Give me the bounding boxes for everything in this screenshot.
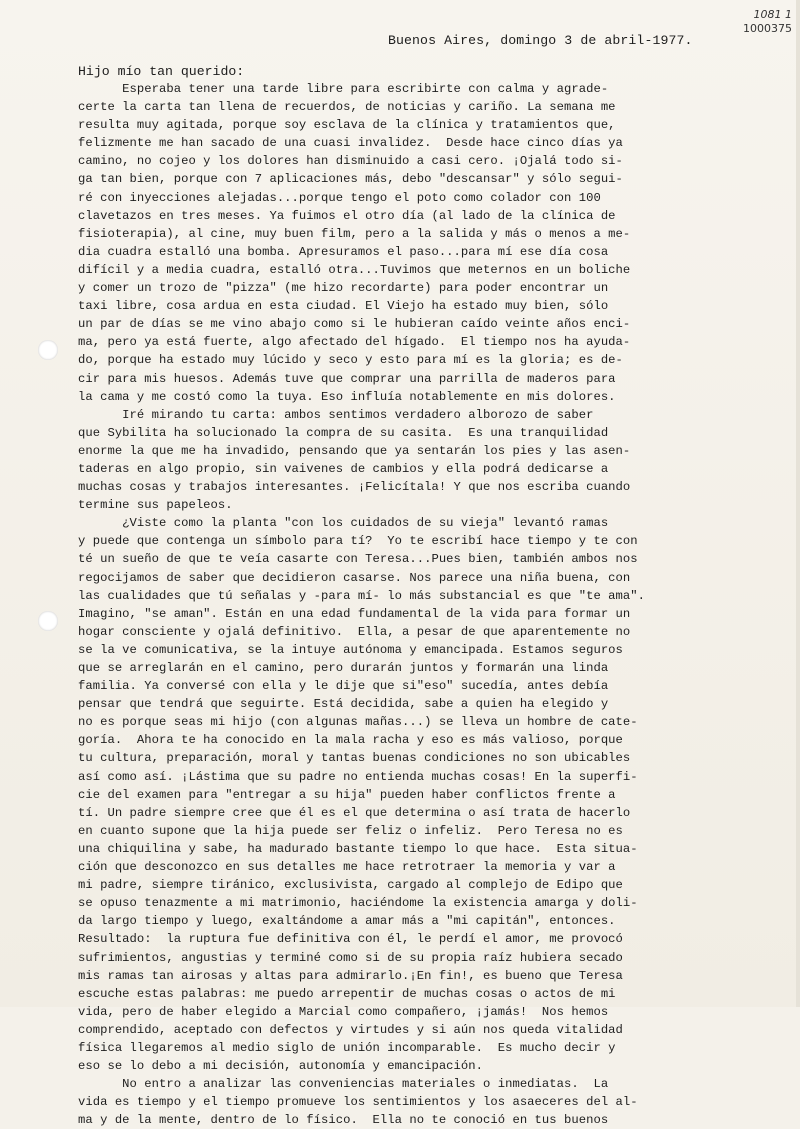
letter-line: taxi libre, cosa ardua en esta ciudad. El Viejo ha estado muy bien, sólo — [78, 299, 609, 314]
letter-line: dia cuadra estalló una bomba. Apresuramos el paso...para mí ese día cosa — [78, 244, 609, 259]
letter-line: termine sus papeleos. — [78, 498, 233, 513]
archive-code: 1000375 — [743, 22, 792, 35]
letter-line: las cualidades que tú señalas y -para mí- lo más substancial es que "te ama". — [78, 588, 646, 603]
letter-line: ga tan bien, porque con 7 aplicaciones más, debo "descansar" y sólo segui- — [78, 172, 623, 187]
letter-line: familia. Ya conversé con ella y le dije que si"eso" sucedía, antes debía — [78, 679, 609, 694]
letter-line: comprendido, aceptado con defectos y virtudes y si aún nos queda vitalidad — [78, 1022, 623, 1037]
letter-line: en cuanto supone que la hija puede ser feliz o infeliz. Pero Teresa no es — [78, 823, 623, 838]
letter-line: Resultado: la ruptura fue definitiva con él, le perdí el amor, me provocó — [78, 932, 623, 947]
letter-line: camino, no cojeo y los dolores han disminuido a casi cero. ¡Ojalá todo si- — [78, 154, 623, 169]
letter-line: mis ramas tan airosas y altas para admirarlo.¡En fin!, es bueno que Teresa — [78, 968, 623, 983]
letter-line: la cama y me costó como la tuya. Eso influía notablemente en mis dolores. — [78, 389, 616, 404]
letter-line: física llegaremos al medio siglo de unión incomparable. Es mucho decir y — [78, 1040, 616, 1055]
letter-line: Iré mirando tu carta: ambos sentimos verdadero alborozo de saber — [78, 407, 594, 422]
letter-line: enorme la que me ha invadido, pensando que ya sentarán los pies y las asen- — [78, 443, 631, 458]
letter-line: da largo tiempo y luego, exaltándome a amar más a "mi capitán", entonces. — [78, 914, 616, 929]
letter-salutation: Hijo mío tan querido: — [78, 64, 245, 79]
letter-line: pensar que tendrá que seguirte. Está decidida, sabe a quien ha elegido y — [78, 697, 609, 712]
letter-line: té un sueño de que te veía casarte con Teresa...Pues bien, también ambos nos — [78, 552, 638, 567]
letter-line: cie del examen para "entregar a su hija" pueden haber conflictos frente a — [78, 787, 616, 802]
letter-line: cir para mis huesos. Además tuve que comprar una parrilla de maderos para — [78, 371, 616, 386]
letter-line: ma y de la mente, dentro de lo físico. Ella no te conoció en tus buenos — [78, 1113, 609, 1128]
letter-line: certe la carta tan llena de recuerdos, de noticias y cariño. La semana me — [78, 100, 616, 115]
letter-line: felizmente me han sacado de una cuasi invalidez. Desde hace cinco días ya — [78, 136, 623, 151]
letter-line: difícil y a media cuadra, estalló otra...Tuvimos que meternos en un boliche — [78, 262, 631, 277]
letter-line: resulta muy agitada, porque soy esclava de la clínica y tratamientos que, — [78, 118, 616, 133]
letter-line: escuche estas palabras: me puedo arrepentir de muchas cosas o actos de mi — [78, 986, 616, 1001]
punch-hole-bottom — [38, 611, 58, 631]
letter-line: ¿Viste como la planta "con los cuidados de su vieja" levantó ramas — [78, 516, 609, 531]
letter-line: Esperaba tener una tarde libre para escribirte con calma y agrade- — [78, 82, 609, 96]
letter-line: ma, pero ya está fuerte, algo afectado del hígado. El tiempo nos ha ayuda- — [78, 335, 631, 350]
letter-line: hogar consciente y ojalá definitivo. Ella, a pesar de que aparentemente no — [78, 624, 631, 639]
letter-line: que Sybilita ha solucionado la compra de su casita. Es una tranquilidad — [78, 425, 609, 440]
letter-line: así como así. ¡Lástima que su padre no entienda muchas cosas! En la superfi- — [78, 769, 638, 784]
letter-line: tu cultura, preparación, moral y tantas buenas condiciones no son ubicables — [78, 751, 631, 766]
letter-line: fisioterapia), al cine, muy buen film, pero a la salida y más o menos a me- — [78, 226, 631, 241]
letter-line: No entro a analizar las conveniencias materiales o inmediatas. La — [78, 1077, 609, 1092]
letter-line: Imagino, "se aman". Están en una edad fundamental de la vida para formar un — [78, 606, 631, 621]
letter-line: y puede que contenga un símbolo para tí? Yo te escribí hace tiempo y te con — [78, 534, 638, 549]
archive-folio: 1081 1 — [753, 8, 792, 21]
letter-line: taderas en algo propio, sin vaivenes de cambios y ella podrá dedicarse a — [78, 461, 609, 476]
letter-line: do, porque ha estado muy lúcido y seco y esto para mí es la gloria; es de- — [78, 353, 623, 368]
letter-line: que se arreglarán en el camino, pero durarán juntos y formarán una linda — [78, 661, 609, 675]
letter-line: vida, pero de haber elegido a Marcial como compañero, ¡jamás! Nos hemos — [78, 1004, 609, 1019]
letter-line: eso se lo debo a mi decisión, autonomía y emancipación. — [78, 1059, 484, 1074]
letter-body — [78, 80, 773, 1129]
letter-line: ré con inyecciones alejadas...porque tengo el poto como colador con 100 — [78, 190, 601, 205]
paper-edge — [796, 0, 800, 1007]
letter-line: se la ve comunicativa, se la intuye autónoma y emancipada. Estamos seguros — [78, 642, 623, 657]
letter-line: no es porque seas mi hijo (con algunas mañas...) se lleva un hombre de cate- — [78, 715, 638, 730]
letter-dateline: Buenos Aires, domingo 3 de abril-1977. — [388, 33, 693, 48]
letter-line: un par de días se me vino abajo como si le hubieran caído veinte años enci- — [78, 317, 631, 332]
letter-line: se opuso tenazmente a mi matrimonio, haciéndome la existencia amarga y doli- — [78, 896, 638, 911]
letter-line: una chiquilina y sabe, ha madurado bastante tiempo lo que hace. Esta situa- — [78, 841, 638, 856]
letter-line: sufrimientos, angustias y terminé como si de su propia raíz hubiera secado — [78, 950, 623, 965]
letter-line: ción que desconozco en sus detalles me hace retrotraer la memoria y var a — [78, 860, 616, 875]
letter-line: vida es tiempo y el tiempo promueve los sentimientos y los asaeceres del al- — [78, 1095, 638, 1110]
letter-line: tí. Un padre siempre cree que él es el que determina o así trata de hacerlo — [78, 805, 631, 820]
letter-line: goría. Ahora te ha conocido en la mala racha y eso es más valioso, porque — [78, 733, 623, 748]
archive-annotation — [722, 8, 792, 36]
letter-line: muchas cosas y trabajos interesantes. ¡Felicítala! Y que nos escriba cuando — [78, 480, 631, 495]
letter-line: mi padre, siempre tiránico, exclusivista, cargado al complejo de Edipo que — [78, 878, 623, 893]
letter-line: regocijamos de saber que decidieron casarse. Nos parece una niña buena, con — [78, 570, 631, 585]
letter-line: clavetazos en tres meses. Ya fuimos el otro día (al lado de la clínica de — [78, 208, 616, 223]
punch-hole-top — [38, 340, 58, 360]
letter-line: y comer un trozo de "pizza" (me hizo recordarte) para poder encontrar un — [78, 281, 609, 296]
